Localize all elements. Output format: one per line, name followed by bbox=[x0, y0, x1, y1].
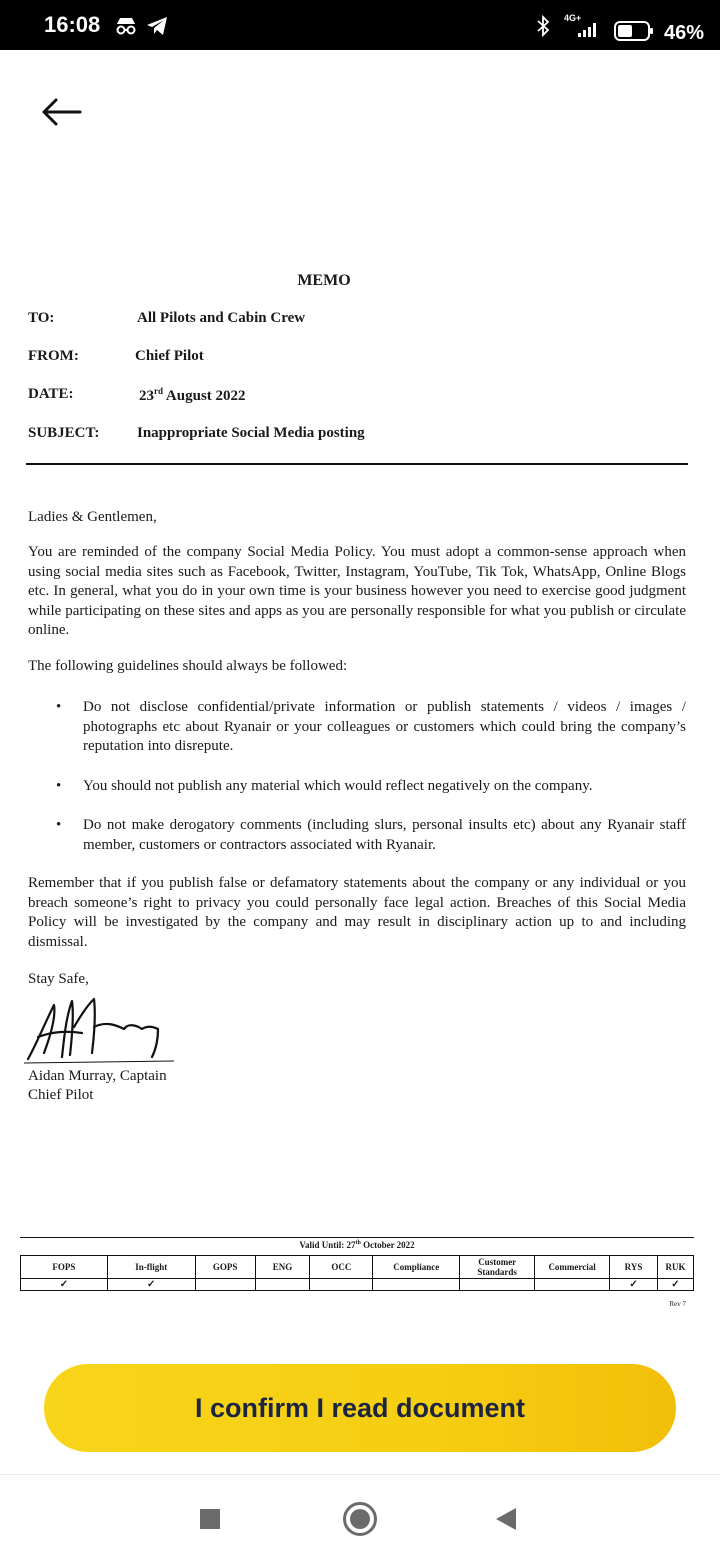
list-item: • Do not make derogatory comments (including slurs, personal insults etc) about any Ryanair staff member, customers or contractors associated with Ryanair. bbox=[56, 817, 686, 853]
check-cell: ✓ bbox=[107, 1279, 195, 1291]
signer-name: Aidan Murray, Captain bbox=[28, 1068, 167, 1084]
col-customer-standards: Customer Standards bbox=[460, 1256, 535, 1279]
table-header-row bbox=[21, 1256, 694, 1279]
guidelines-list bbox=[28, 698, 686, 855]
col-compliance: Compliance bbox=[373, 1256, 460, 1279]
paragraph-warning: Remember that if you publish false or defamatory statements about the company or any individual or you breach someone’s right to privacy you could personally face legal action. Breaches of this Social Media Policy will be investigated by the company and may result in disciplinary action up to and including dismissal. bbox=[28, 875, 686, 950]
status-bar bbox=[0, 0, 720, 50]
recents-icon[interactable] bbox=[200, 1509, 220, 1529]
list-item: • Do not disclose confidential/private information or publish statements / videos / images / photographs etc about Ryanair or your colleagues or customers which could bring the company’s reputation into disrepute. bbox=[56, 699, 686, 754]
check-cell bbox=[310, 1279, 373, 1291]
check-cell bbox=[195, 1279, 255, 1291]
check-cell bbox=[535, 1279, 610, 1291]
table-top-line bbox=[20, 1237, 694, 1238]
table-row bbox=[21, 1279, 694, 1291]
check-cell bbox=[460, 1279, 535, 1291]
header-divider bbox=[26, 463, 688, 465]
back-arrow-icon[interactable] bbox=[40, 96, 82, 128]
network-type: 4G+ bbox=[564, 13, 582, 23]
col-rys: RYS bbox=[610, 1256, 658, 1279]
col-eng: ENG bbox=[255, 1256, 310, 1279]
status-time: 16:08 bbox=[44, 12, 101, 37]
confirm-button-label: I confirm I read document bbox=[194, 1392, 526, 1423]
col-inflight: In-flight bbox=[107, 1256, 195, 1279]
from-value: Chief Pilot bbox=[135, 348, 204, 364]
home-icon[interactable] bbox=[342, 1501, 378, 1537]
revision-label: Rev 7 bbox=[669, 1300, 686, 1308]
battery-icon bbox=[614, 21, 654, 41]
greeting: Ladies & Gentlemen, bbox=[28, 509, 157, 525]
date-value: 23rd August 2022 bbox=[139, 386, 246, 404]
telegram-icon bbox=[146, 16, 168, 36]
check-cell bbox=[255, 1279, 310, 1291]
check-cell: ✓ bbox=[21, 1279, 108, 1291]
signal-icon bbox=[562, 13, 606, 39]
date-label: DATE: bbox=[28, 386, 74, 402]
system-nav-bar bbox=[0, 1474, 720, 1561]
check-cell bbox=[373, 1279, 460, 1291]
signature bbox=[24, 987, 174, 1065]
col-occ: OCC bbox=[310, 1256, 373, 1279]
to-value: All Pilots and Cabin Crew bbox=[137, 310, 306, 326]
guidelines-intro: The following guidelines should always be followed: bbox=[28, 658, 348, 674]
back-triangle-icon[interactable] bbox=[494, 1507, 518, 1531]
paragraph-policy: You are reminded of the company Social Media Policy. You must adopt a common-sense approach when using social media sites such as Facebook, Twitter, Instagram, YouTube, Tik Tok, WhatsApp, Online Blogs etc. In general, what you do in your own time is your business however you need to exercise good judgment while participating on these sites and apps as you are personally responsible for what you publish or circulate online. bbox=[28, 544, 686, 638]
from-label: FROM: bbox=[28, 348, 79, 364]
confirm-read-button[interactable] bbox=[44, 1364, 676, 1452]
subject-value: Inappropriate Social Media posting bbox=[137, 425, 365, 441]
check-cell: ✓ bbox=[610, 1279, 658, 1291]
col-commercial: Commercial bbox=[535, 1256, 610, 1279]
signer-title: Chief Pilot bbox=[28, 1087, 94, 1103]
to-label: TO: bbox=[28, 310, 55, 326]
bluetooth-icon bbox=[536, 15, 550, 37]
col-fops: FOPS bbox=[21, 1256, 108, 1279]
valid-until: Valid Until: 27th October 2022 bbox=[299, 1240, 415, 1250]
subject-label: SUBJECT: bbox=[28, 425, 100, 441]
col-ruk: RUK bbox=[657, 1256, 693, 1279]
incognito-icon bbox=[114, 16, 138, 36]
battery-percent: 46% bbox=[664, 22, 705, 44]
list-item: • You should not publish any material which would reflect negatively on the company. bbox=[56, 777, 593, 794]
signoff: Stay Safe, bbox=[28, 971, 89, 987]
memo-title: MEMO bbox=[297, 272, 351, 289]
col-gops: GOPS bbox=[195, 1256, 255, 1279]
department-grid bbox=[20, 1255, 694, 1291]
check-cell: ✓ bbox=[657, 1279, 693, 1291]
